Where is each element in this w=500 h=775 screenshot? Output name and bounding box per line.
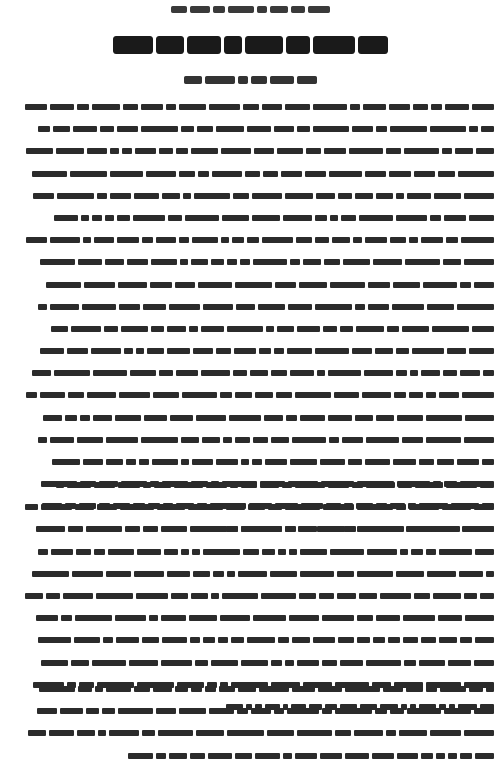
paragraph-1-line bbox=[6, 126, 494, 132]
line-glyph-strip bbox=[6, 237, 494, 243]
paragraph-2-line bbox=[6, 593, 494, 599]
line-glyph-strip bbox=[6, 193, 494, 199]
line-glyph-strip bbox=[6, 415, 494, 421]
line-glyph-strip bbox=[6, 637, 494, 643]
line-glyph-strip bbox=[6, 148, 494, 154]
line-glyph-strip bbox=[6, 126, 494, 132]
line-glyph-strip bbox=[6, 392, 494, 398]
paragraph-3-line bbox=[6, 753, 494, 759]
paragraph-1-line bbox=[6, 348, 494, 354]
paragraph-1-line bbox=[6, 148, 494, 154]
paragraph-2-line bbox=[6, 571, 494, 577]
paragraph-2-line bbox=[6, 504, 494, 510]
headline-text-strip bbox=[90, 30, 410, 60]
line-glyph-strip bbox=[6, 259, 494, 265]
paragraph-1-line bbox=[6, 459, 494, 465]
line-glyph-strip bbox=[6, 104, 494, 110]
paragraph-2-line bbox=[6, 660, 494, 666]
paragraph-1-line bbox=[6, 215, 494, 221]
line-glyph-strip bbox=[6, 171, 494, 177]
line-glyph-strip bbox=[6, 326, 494, 332]
article-paragraph-3 bbox=[6, 686, 494, 775]
paragraph-2-line bbox=[6, 549, 494, 555]
line-glyph-strip bbox=[6, 459, 494, 465]
line-glyph-strip bbox=[6, 730, 494, 736]
paragraph-2-line bbox=[6, 482, 494, 488]
line-glyph-strip bbox=[6, 282, 494, 288]
paragraph-1-line bbox=[6, 282, 494, 288]
paragraph-1-line bbox=[6, 415, 494, 421]
line-glyph-strip bbox=[6, 526, 494, 532]
line-glyph-strip bbox=[6, 593, 494, 599]
paragraph-3-line bbox=[6, 686, 494, 692]
line-glyph-strip bbox=[6, 304, 494, 310]
article-byline bbox=[170, 72, 330, 88]
paragraph-1-line bbox=[6, 171, 494, 177]
paragraph-1-line bbox=[6, 193, 494, 199]
paragraph-2-line bbox=[6, 615, 494, 621]
paragraph-2-line bbox=[6, 637, 494, 643]
paragraph-1-line bbox=[6, 304, 494, 310]
paragraph-3-line bbox=[6, 730, 494, 736]
line-glyph-strip bbox=[6, 660, 494, 666]
paragraph-1-line bbox=[6, 237, 494, 243]
line-glyph-strip bbox=[6, 504, 494, 510]
paragraph-1-line bbox=[6, 326, 494, 332]
line-glyph-strip bbox=[6, 708, 494, 714]
paragraph-1-line bbox=[6, 370, 494, 376]
line-glyph-strip bbox=[6, 686, 494, 692]
line-glyph-strip bbox=[6, 571, 494, 577]
article-kicker bbox=[150, 2, 350, 16]
line-glyph-strip bbox=[128, 753, 494, 759]
paragraph-1-line bbox=[6, 259, 494, 265]
line-glyph-strip bbox=[6, 549, 494, 555]
line-glyph-strip bbox=[6, 370, 494, 376]
paragraph-2-line bbox=[6, 526, 494, 532]
kicker-text-strip bbox=[150, 2, 350, 16]
byline-text-strip bbox=[170, 72, 330, 88]
paragraph-3-line bbox=[6, 708, 494, 714]
paragraph-1-line bbox=[6, 392, 494, 398]
line-glyph-strip bbox=[6, 482, 494, 488]
line-glyph-strip bbox=[6, 215, 494, 221]
paragraph-1-line bbox=[6, 437, 494, 443]
article-headline bbox=[90, 30, 410, 60]
line-glyph-strip bbox=[6, 437, 494, 443]
line-glyph-strip bbox=[6, 348, 494, 354]
line-glyph-strip bbox=[6, 615, 494, 621]
paragraph-1-line bbox=[6, 104, 494, 110]
